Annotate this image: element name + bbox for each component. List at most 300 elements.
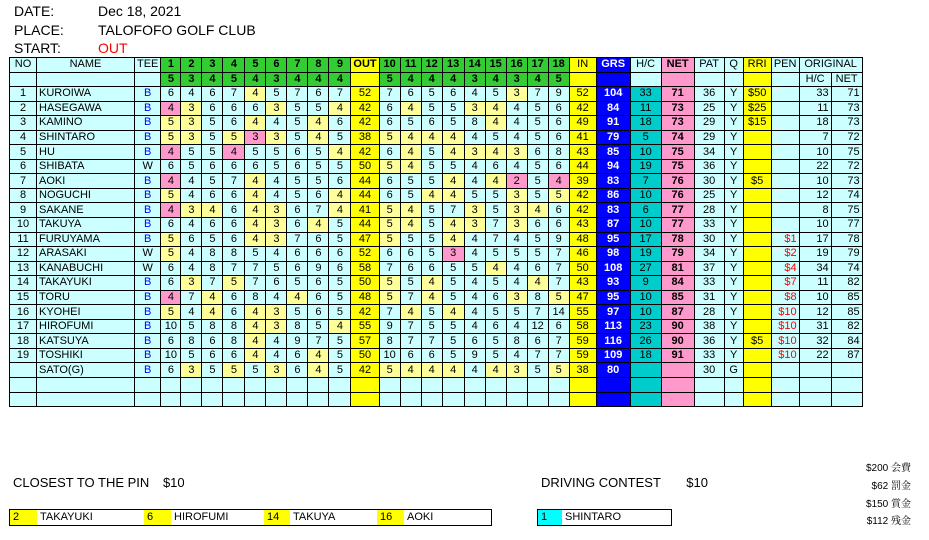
hole-score: 5	[400, 232, 421, 247]
hole-score: 5	[308, 319, 329, 334]
player-row	[10, 188, 863, 203]
gross-score: 97	[596, 305, 630, 320]
hole-score: 4	[161, 290, 181, 305]
column-header: PAT	[694, 58, 724, 73]
hole-score: 4	[266, 348, 287, 363]
original-net: 74	[831, 188, 862, 203]
hole-score: 5	[485, 305, 506, 320]
empty-cell	[287, 378, 308, 393]
hole-score: 4	[506, 348, 527, 363]
column-header: Q	[724, 58, 743, 73]
hole-score: 6	[548, 130, 569, 145]
hole-score: 8	[548, 145, 569, 160]
empty-cell	[527, 392, 548, 407]
hole-score: 4	[506, 232, 527, 247]
hole-score: 5	[485, 348, 506, 363]
qualified: Y	[724, 188, 743, 203]
money-balance: $112 残金	[866, 516, 911, 527]
player-tee: B	[135, 305, 161, 320]
hole-score: 5	[527, 101, 548, 116]
hole-score: 6	[161, 276, 181, 291]
hole-score: 6	[421, 348, 442, 363]
rri-prize	[743, 290, 771, 305]
hole-score: 6	[223, 305, 245, 320]
money-penalty: $62 罰金	[871, 481, 911, 492]
empty-cell	[181, 378, 202, 393]
hole-score: 3	[181, 130, 202, 145]
hole-score: 7	[548, 334, 569, 349]
hole-score: 14	[548, 305, 569, 320]
gross-score: 93	[596, 276, 630, 291]
hole-score: 4	[464, 276, 485, 291]
hole-score: 5	[442, 101, 464, 116]
hole-score: 5	[266, 261, 287, 276]
hole-score: 6	[223, 232, 245, 247]
putts: 31	[694, 290, 724, 305]
hole-score: 5	[329, 218, 351, 233]
hole-score: 5	[223, 130, 245, 145]
hole-score: 4	[245, 218, 266, 233]
scorecard-table	[9, 57, 863, 407]
closest-hole: 6	[144, 510, 171, 525]
rri-prize	[743, 232, 771, 247]
putts: 29	[694, 130, 724, 145]
hole-score: 4	[527, 276, 548, 291]
hole-score: 4	[506, 130, 527, 145]
player-no: 7	[10, 174, 37, 189]
hole-score: 7	[245, 276, 266, 291]
hole-score: 4	[266, 174, 287, 189]
hole-score: 5	[527, 188, 548, 203]
handicap: 27	[630, 261, 661, 276]
player-name: TOSHIKI	[37, 348, 135, 363]
hole-score: 3	[506, 290, 527, 305]
putts: 28	[694, 305, 724, 320]
qualified: Y	[724, 159, 743, 174]
hole-score: 4	[400, 363, 421, 378]
driving-winners-box	[537, 509, 672, 526]
closest-to-pin-heading	[13, 475, 185, 490]
gross-score: 95	[596, 290, 630, 305]
closest-winner: AOKI	[404, 510, 491, 525]
player-row	[10, 290, 863, 305]
player-tee: B	[135, 232, 161, 247]
qualified: Y	[724, 276, 743, 291]
putts: 33	[694, 276, 724, 291]
hole-score: 6	[379, 174, 400, 189]
putts: 36	[694, 87, 724, 102]
hole-score: 8	[223, 319, 245, 334]
handicap: 10	[630, 145, 661, 160]
putts: 34	[694, 145, 724, 160]
par-cell: 5	[548, 72, 569, 87]
closest-hole: 14	[264, 510, 290, 525]
original-net: 75	[831, 203, 862, 218]
player-no: 3	[10, 116, 37, 131]
place-value: TALOFOFO GOLF CLUB	[98, 22, 256, 38]
empty-cell	[743, 378, 771, 393]
hole-score: 4	[506, 101, 527, 116]
penalty: $10	[771, 319, 799, 334]
hole-score: 10	[161, 319, 181, 334]
hole-score: 5	[485, 130, 506, 145]
empty-cell	[308, 392, 329, 407]
player-no: 19	[10, 348, 37, 363]
original-hc: 18	[799, 116, 831, 131]
hole-score: 4	[308, 130, 329, 145]
player-tee: B	[135, 188, 161, 203]
gross-score: 83	[596, 203, 630, 218]
hole-score: 4	[329, 145, 351, 160]
player-row	[10, 305, 863, 320]
original-hc: 22	[799, 348, 831, 363]
player-row	[10, 87, 863, 102]
hole-score: 7	[548, 276, 569, 291]
empty-cell	[464, 378, 485, 393]
gross-score: 83	[596, 174, 630, 189]
original-net: 74	[831, 261, 862, 276]
hole-score: 5	[202, 363, 223, 378]
hole-score: 4	[181, 87, 202, 102]
player-no: 16	[10, 305, 37, 320]
original-net: 72	[831, 159, 862, 174]
gross-score: 94	[596, 159, 630, 174]
par-cell: 5	[379, 72, 400, 87]
hole-score: 6	[202, 159, 223, 174]
in-total: 41	[569, 130, 596, 145]
qualified: Y	[724, 218, 743, 233]
hole-score: 5	[308, 174, 329, 189]
column-header: 5	[245, 58, 266, 73]
player-name: AOKI	[37, 174, 135, 189]
hole-score: 6	[202, 334, 223, 349]
hole-score: 4	[400, 130, 421, 145]
hole-score: 4	[266, 247, 287, 262]
player-name: SAKANE	[37, 203, 135, 218]
hole-score: 5	[161, 232, 181, 247]
player-row	[10, 203, 863, 218]
hole-score: 4	[287, 290, 308, 305]
par-cell: 4	[421, 72, 442, 87]
qualified: Y	[724, 116, 743, 131]
par-cell: 4	[400, 72, 421, 87]
hole-score: 4	[506, 159, 527, 174]
penalty	[771, 159, 799, 174]
hole-score: 4	[266, 116, 287, 131]
qualified: Y	[724, 305, 743, 320]
player-row	[10, 130, 863, 145]
hole-score: 3	[506, 218, 527, 233]
handicap	[630, 363, 661, 378]
column-header: 4	[223, 58, 245, 73]
hole-score: 5	[161, 247, 181, 262]
putts: 38	[694, 319, 724, 334]
par-blank	[10, 72, 37, 87]
penalty	[771, 363, 799, 378]
original-hc-header: H/C	[799, 72, 831, 87]
hole-score: 6	[308, 305, 329, 320]
hole-score: 5	[485, 188, 506, 203]
hole-score: 5	[442, 319, 464, 334]
hole-score: 3	[181, 101, 202, 116]
hole-score: 7	[548, 247, 569, 262]
hole-score: 5	[485, 334, 506, 349]
original-net: 85	[831, 305, 862, 320]
player-name: NOGUCHI	[37, 188, 135, 203]
player-tee: W	[135, 247, 161, 262]
hole-score: 6	[287, 218, 308, 233]
hole-score: 5	[421, 87, 442, 102]
hole-score: 7	[202, 276, 223, 291]
hole-score: 5	[308, 159, 329, 174]
hole-score: 4	[245, 348, 266, 363]
player-row	[10, 145, 863, 160]
hole-score: 6	[400, 247, 421, 262]
hole-score: 5	[421, 247, 442, 262]
hole-score: 7	[527, 348, 548, 363]
qualified: Y	[724, 145, 743, 160]
hole-score: 5	[287, 130, 308, 145]
hole-score: 6	[202, 87, 223, 102]
hole-score: 7	[379, 87, 400, 102]
start-row	[14, 40, 128, 56]
out-total: 42	[351, 116, 379, 131]
player-row	[10, 232, 863, 247]
net-score: 87	[661, 305, 694, 320]
putts: 33	[694, 348, 724, 363]
hole-score: 4	[266, 188, 287, 203]
net-score: 76	[661, 174, 694, 189]
hole-score: 3	[245, 130, 266, 145]
player-no: 4	[10, 130, 37, 145]
hole-score: 4	[181, 261, 202, 276]
hole-score: 7	[485, 218, 506, 233]
hole-score: 8	[202, 319, 223, 334]
par-cell: 4	[287, 72, 308, 87]
hole-score: 4	[245, 174, 266, 189]
rri-prize	[743, 130, 771, 145]
original-net	[831, 363, 862, 378]
empty-cell	[379, 378, 400, 393]
driving-hole: 1	[538, 510, 562, 525]
hole-score: 5	[379, 203, 400, 218]
hole-score: 4	[400, 145, 421, 160]
player-name: KYOHEI	[37, 305, 135, 320]
hole-score: 5	[329, 232, 351, 247]
gross-score: 98	[596, 247, 630, 262]
hole-score: 6	[485, 159, 506, 174]
hole-score: 4	[464, 130, 485, 145]
hole-score: 4	[464, 232, 485, 247]
net-score: 71	[661, 87, 694, 102]
putts: 30	[694, 363, 724, 378]
handicap: 19	[630, 247, 661, 262]
original-hc: 12	[799, 188, 831, 203]
in-total: 58	[569, 319, 596, 334]
hole-score: 5	[548, 363, 569, 378]
start-value: OUT	[98, 40, 128, 56]
empty-row	[10, 378, 863, 393]
handicap: 9	[630, 276, 661, 291]
original-net: 71	[831, 87, 862, 102]
qualified: Y	[724, 319, 743, 334]
hole-score: 5	[548, 188, 569, 203]
player-name: TAKAYUKI	[37, 276, 135, 291]
hole-score: 6	[527, 145, 548, 160]
hole-score: 6	[400, 261, 421, 276]
gross-score: 85	[596, 145, 630, 160]
hole-score: 5	[527, 159, 548, 174]
closest-winner: TAKAYUKI	[37, 510, 144, 525]
handicap: 18	[630, 116, 661, 131]
hole-score: 5	[442, 261, 464, 276]
out-total: 50	[351, 276, 379, 291]
handicap: 23	[630, 319, 661, 334]
hole-score: 7	[287, 87, 308, 102]
hole-score: 7	[527, 87, 548, 102]
hole-score: 6	[379, 188, 400, 203]
hole-score: 5	[421, 145, 442, 160]
hole-score: 8	[202, 247, 223, 262]
hole-score: 5	[245, 145, 266, 160]
hole-score: 4	[329, 203, 351, 218]
original-hc: 10	[799, 145, 831, 160]
hole-score: 5	[527, 363, 548, 378]
par-cell: 3	[266, 72, 287, 87]
net-score: 90	[661, 319, 694, 334]
hole-score: 6	[161, 87, 181, 102]
hole-score: 4	[506, 276, 527, 291]
hole-score: 6	[161, 261, 181, 276]
in-total: 42	[569, 203, 596, 218]
hole-score: 6	[223, 101, 245, 116]
par-blank	[771, 72, 799, 87]
column-header: NO	[10, 58, 37, 73]
original-net: 79	[831, 247, 862, 262]
rri-prize	[743, 261, 771, 276]
hole-score: 7	[442, 203, 464, 218]
empty-cell	[161, 378, 181, 393]
empty-cell	[799, 392, 831, 407]
par-blank	[661, 72, 694, 87]
handicap: 19	[630, 159, 661, 174]
par-cell: 4	[329, 72, 351, 87]
hole-score: 5	[379, 276, 400, 291]
hole-score: 7	[400, 334, 421, 349]
qualified: Y	[724, 101, 743, 116]
hole-score: 6	[421, 261, 442, 276]
driving-label: DRIVING CONTEST	[541, 475, 661, 490]
out-total: 44	[351, 188, 379, 203]
empty-cell	[287, 392, 308, 407]
hole-score: 7	[527, 305, 548, 320]
hole-score: 5	[329, 159, 351, 174]
hole-score: 6	[161, 363, 181, 378]
par-blank	[596, 72, 630, 87]
handicap: 10	[630, 188, 661, 203]
hole-score: 4	[223, 145, 245, 160]
gross-score: 87	[596, 218, 630, 233]
column-header: ORIGINAL	[799, 58, 862, 73]
penalty	[771, 101, 799, 116]
column-header: RRI	[743, 58, 771, 73]
penalty: $8	[771, 290, 799, 305]
in-total: 47	[569, 290, 596, 305]
penalty	[771, 130, 799, 145]
hole-score: 4	[181, 174, 202, 189]
hole-score: 6	[548, 218, 569, 233]
hole-score: 5	[421, 203, 442, 218]
player-row	[10, 261, 863, 276]
hole-score: 8	[223, 247, 245, 262]
handicap: 11	[630, 101, 661, 116]
in-total: 59	[569, 334, 596, 349]
hole-score: 6	[223, 218, 245, 233]
hole-score: 5	[202, 174, 223, 189]
player-tee: B	[135, 348, 161, 363]
original-net: 73	[831, 174, 862, 189]
column-header: GRS	[596, 58, 630, 73]
player-tee: B	[135, 290, 161, 305]
hole-score: 5	[329, 276, 351, 291]
column-header: 11	[400, 58, 421, 73]
out-total: 50	[351, 159, 379, 174]
player-name: SHINTARO	[37, 130, 135, 145]
column-header: NAME	[37, 58, 135, 73]
hole-score: 4	[245, 305, 266, 320]
hole-score: 5	[379, 130, 400, 145]
hole-score: 10	[379, 348, 400, 363]
gross-score: 95	[596, 232, 630, 247]
original-hc: 34	[799, 261, 831, 276]
penalty: $2	[771, 247, 799, 262]
qualified: G	[724, 363, 743, 378]
hole-score: 7	[245, 261, 266, 276]
net-score: 75	[661, 159, 694, 174]
putts: 29	[694, 116, 724, 131]
hole-score: 4	[442, 145, 464, 160]
hole-score: 6	[548, 319, 569, 334]
player-tee: B	[135, 101, 161, 116]
hole-score: 4	[161, 174, 181, 189]
hole-score: 4	[400, 101, 421, 116]
net-score: 73	[661, 101, 694, 116]
hole-score: 5	[266, 159, 287, 174]
empty-cell	[464, 392, 485, 407]
hole-score: 4	[181, 218, 202, 233]
column-header: 2	[181, 58, 202, 73]
empty-cell	[37, 392, 135, 407]
closest-hole: 2	[10, 510, 37, 525]
rri-prize: $15	[743, 116, 771, 131]
hole-score: 5	[506, 305, 527, 320]
gross-score: 80	[596, 363, 630, 378]
hole-score: 3	[266, 101, 287, 116]
empty-cell	[266, 378, 287, 393]
column-header: OUT	[351, 58, 379, 73]
player-tee: B	[135, 87, 161, 102]
column-header: 12	[421, 58, 442, 73]
hole-score: 5	[464, 261, 485, 276]
empty-cell	[10, 378, 37, 393]
hole-score: 6	[379, 101, 400, 116]
qualified: Y	[724, 261, 743, 276]
rri-prize: $5	[743, 334, 771, 349]
empty-cell	[724, 378, 743, 393]
player-name: HIROFUMI	[37, 319, 135, 334]
rri-prize	[743, 319, 771, 334]
hole-score: 8	[245, 290, 266, 305]
